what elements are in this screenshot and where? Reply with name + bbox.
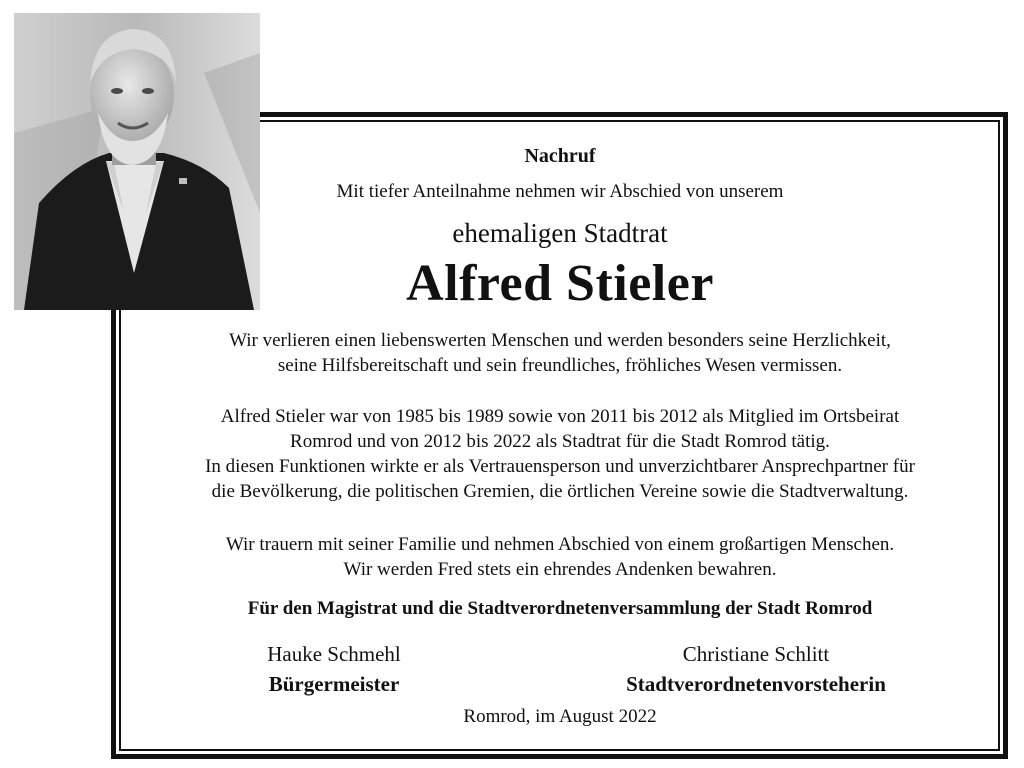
paragraph-line: Wir verlieren einen liebenswerten Menschen und werden besonders seine Herzlichkeit, <box>229 330 891 351</box>
paragraph-line: Alfred Stieler war von 1985 bis 1989 sowie von 2011 bis 2012 als Mitglied im Ortsbeirat <box>220 406 900 427</box>
signatory-title-council-chair: Stadtverordnetenvorsteherin <box>626 672 886 696</box>
paragraph-line: Wir werden Fred stets ein ehrendes Andenken bewahren. <box>343 559 777 580</box>
paragraph-line: In diesen Funktionen wirkte er als Vertrauensperson und unverzichtbarer Ansprechpartner für <box>205 456 915 477</box>
place-and-date: Romrod, im August 2022 <box>463 706 657 727</box>
notice-intro: Mit tiefer Anteilnahme nehmen wir Abschied von unserem <box>336 181 784 202</box>
paragraph-line: Romrod und von 2012 bis 2022 als Stadtrat für die Stadt Romrod tätig. <box>290 431 830 452</box>
signatory-name-mayor: Hauke Schmehl <box>267 642 401 666</box>
paragraph-tribute <box>120 328 1000 378</box>
deceased-name: Alfred Stieler <box>406 255 714 312</box>
paragraph-mourning <box>120 532 1000 582</box>
paragraph-biography <box>120 404 1000 504</box>
paragraph-line: die Bevölkerung, die politischen Gremien, die örtlichen Vereine sowie die Stadtverwaltung. <box>211 481 909 502</box>
signatory-name-council-chair: Christiane Schlitt <box>682 642 830 666</box>
notice-heading: Nachruf <box>524 145 596 167</box>
deceased-role: ehemaligen Stadtrat <box>452 218 668 248</box>
signed-for-line: Für den Magistrat und die Stadtverordnetenversammlung der Stadt Romrod <box>247 598 873 619</box>
paragraph-line: seine Hilfsbereitschaft und sein freundliches, fröhliches Wesen vermissen. <box>277 355 843 376</box>
signatory-title-mayor: Bürgermeister <box>268 672 400 696</box>
paragraph-line: Wir trauern mit seiner Familie und nehmen Abschied von einem großartigen Menschen. <box>225 534 895 555</box>
